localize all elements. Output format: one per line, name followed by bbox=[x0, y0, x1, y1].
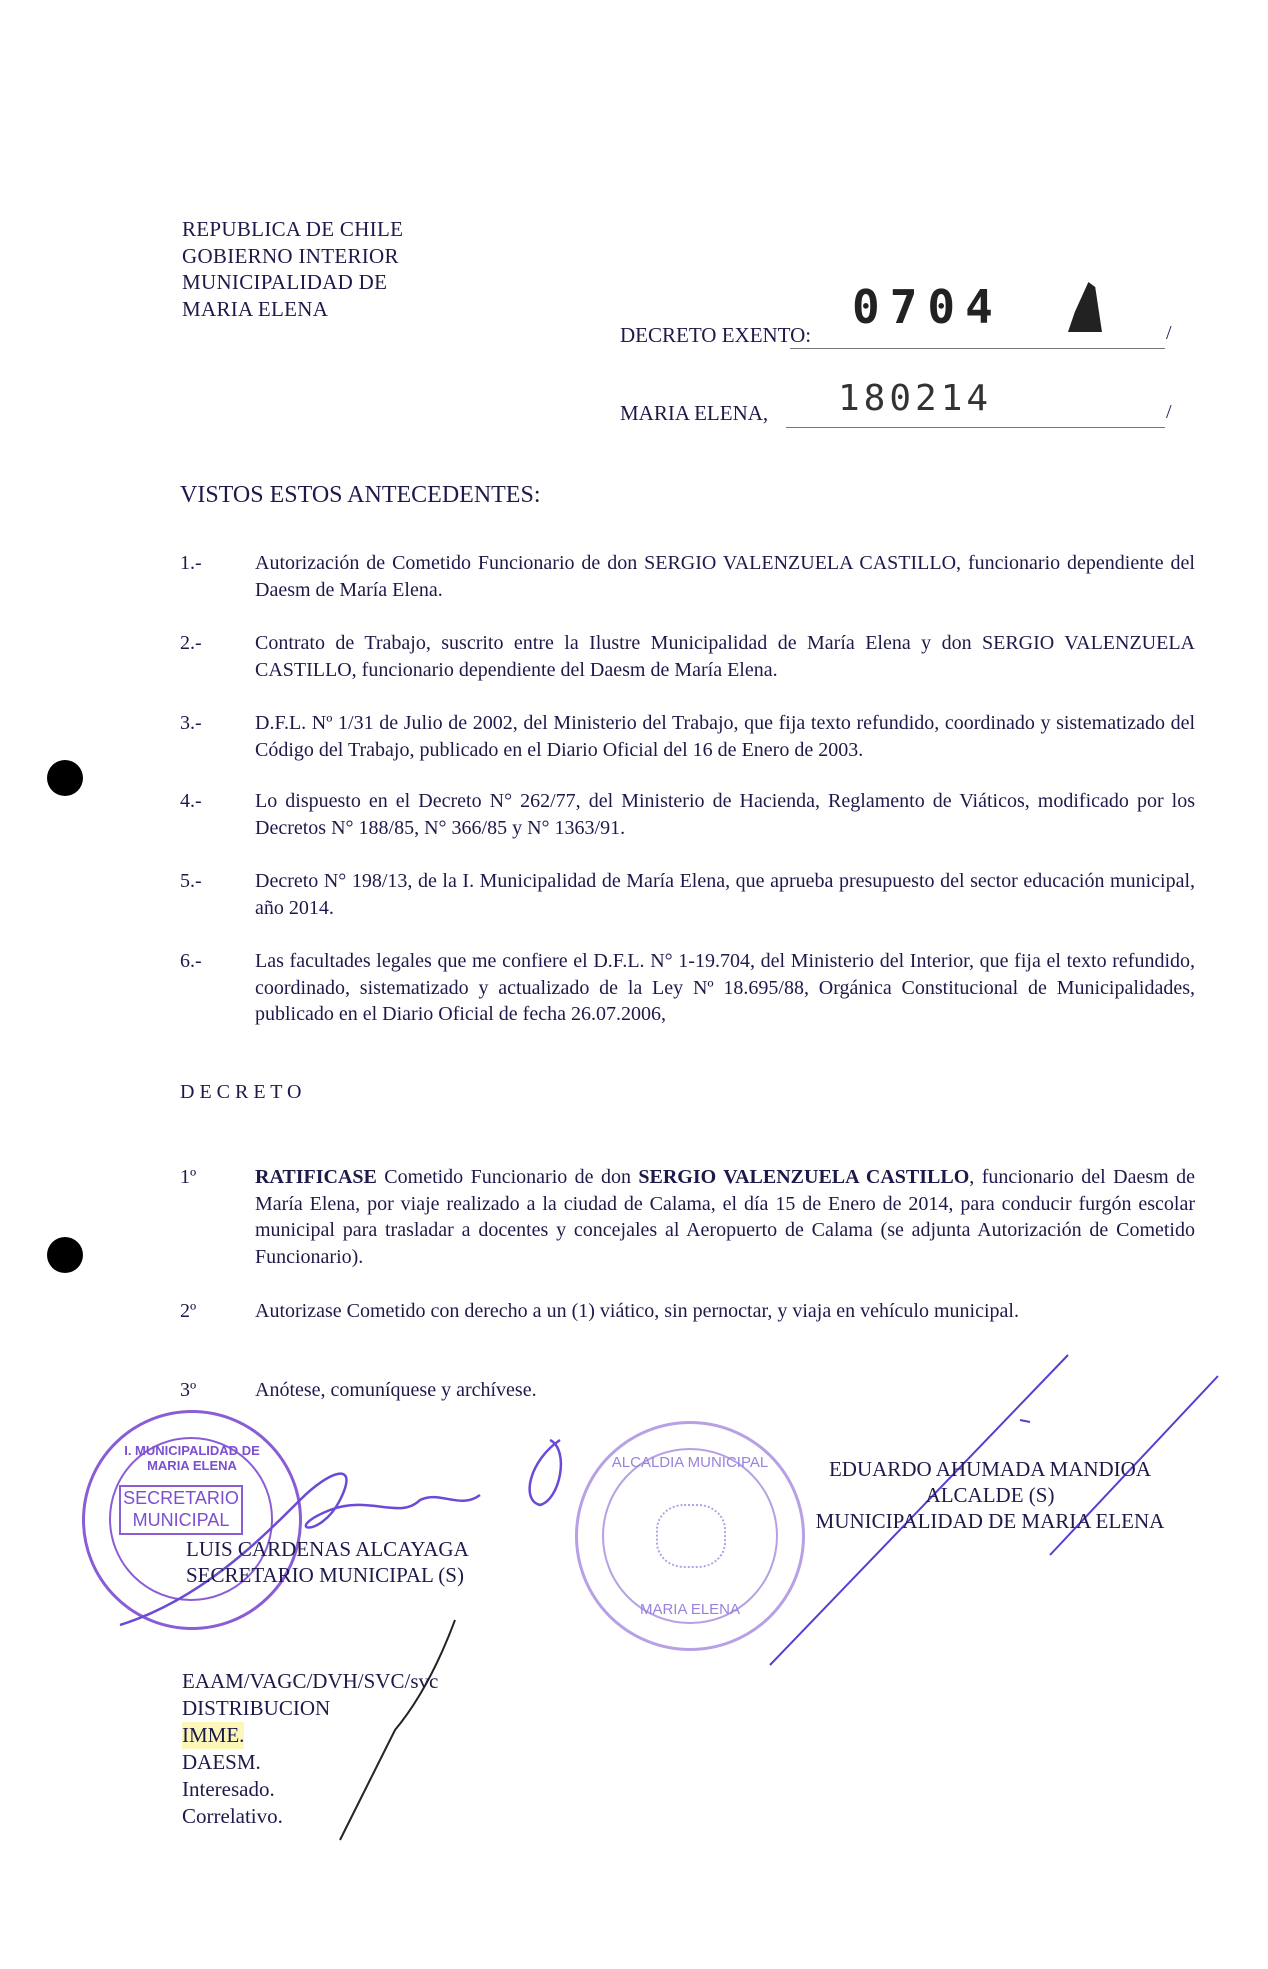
stamp-ring-text: ALCALDIA MUNICIPAL bbox=[611, 1454, 769, 1471]
item-text: Autorización de Cometido Funcionario de don SERGIO VALENZUELA CASTILLO, funcionario dependiente del Daesm de María Elena. bbox=[255, 552, 1195, 601]
item-text: Las facultades legales que me confiere el D.F.L. N° 1-19.704, del Ministerio del Interior, que fija el texto refundido, coordinado, sistematizado y actualizado de la Ley Nº 18.695/88, Orgánica Constitucional de Municipalidades, publicado en el Diario Oficial de fecha 26.07.2006, bbox=[255, 950, 1195, 1025]
signer-name: EDUARDO AHUMADA MANDIOA bbox=[828, 1457, 1151, 1481]
decree-number: 0704 bbox=[852, 280, 1003, 334]
item-number: 1º bbox=[180, 1166, 197, 1188]
slash: / bbox=[1166, 401, 1172, 423]
distribution-item: IMME. bbox=[182, 1723, 245, 1747]
distribution-item: Correlativo. bbox=[182, 1804, 283, 1828]
header-line: GOBIERNO INTERIOR bbox=[182, 243, 399, 268]
item-text: Decreto N° 198/13, de la I. Municipalidad de María Elena, que aprueba presupuesto del sector educación municipal, año 2014. bbox=[255, 870, 1195, 919]
mayor-signature-block bbox=[780, 1456, 1200, 1534]
item-number: 2º bbox=[180, 1300, 197, 1322]
item-number: 4.- bbox=[180, 790, 202, 812]
distribution-title: DISTRIBUCION bbox=[182, 1696, 331, 1720]
stamp-text: MUNICIPAL bbox=[132, 1510, 230, 1530]
item-number: 3º bbox=[180, 1379, 197, 1401]
item-number: 6.- bbox=[180, 950, 202, 972]
stamp-text: SECRETARIO bbox=[123, 1488, 239, 1508]
distribution-item: DAESM. bbox=[182, 1750, 261, 1774]
header-line: REPUBLICA DE CHILE bbox=[182, 217, 404, 241]
bold-text: SERGIO VALENZUELA CASTILLO bbox=[638, 1166, 970, 1188]
item-text: , funcionario del Daesm de María Elena, por viaje realizado a la ciudad de Calama, el día 15 de Enero de 2014, para conducir furgón escolar municipal para trasladar a docentes y concejales al Aeropuerto de Calama (se adjunta Autorización de Cometido Funcionario). bbox=[255, 1166, 1195, 1268]
item-number: 2.- bbox=[180, 632, 202, 654]
item-text: D.F.L. Nº 1/31 de Julio de 2002, del Ministerio del Trabajo, que fija texto refundido, coordinado y sistematizado del Código del Trabajo, publicado en el Diario Oficial del 16 de Enero de 2003. bbox=[255, 712, 1195, 761]
secretary-signature-block bbox=[186, 1536, 469, 1588]
item-number: 5.- bbox=[180, 870, 202, 892]
bold-text: RATIFICASE bbox=[255, 1166, 377, 1188]
decreto-title: D E C R E T O bbox=[180, 1081, 302, 1103]
place-label: MARIA ELENA, bbox=[620, 401, 769, 425]
header-line: MARIA ELENA bbox=[182, 296, 329, 321]
distribution-block bbox=[182, 1668, 438, 1830]
item-text: Anótese, comuníquese y archívese. bbox=[255, 1379, 537, 1401]
initials: EAAM/VAGC/DVH/SVC/svc bbox=[182, 1669, 439, 1693]
item-number: 3.- bbox=[180, 712, 202, 734]
slash: / bbox=[1166, 322, 1172, 344]
item-text: Autorizase Cometido con derecho a un (1) viático, sin pernoctar, y viaja en vehículo municipal. bbox=[255, 1300, 1019, 1322]
item-number: 1.- bbox=[180, 552, 202, 574]
vistos-title: VISTOS ESTOS ANTECEDENTES: bbox=[180, 482, 541, 508]
item-text: Cometido Funcionario de don bbox=[376, 1166, 639, 1188]
decree-label: DECRETO EXENTO: bbox=[620, 323, 812, 347]
header-line: MUNICIPALIDAD DE bbox=[182, 270, 388, 294]
decree-date: 180214 bbox=[838, 378, 993, 419]
signer-title: ALCALDE (S) bbox=[925, 1483, 1055, 1507]
item-text: Lo dispuesto en el Decreto N° 262/77, del Ministerio de Hacienda, Reglamento de Viáticos, modificado por los Decretos N° 188/85, N° 366/85 y N° 1363/91. bbox=[255, 790, 1195, 839]
signer-org: MUNICIPALIDAD DE MARIA ELENA bbox=[815, 1509, 1165, 1533]
distribution-item: Interesado. bbox=[182, 1777, 275, 1801]
stamp-ring-text: I. MUNICIPALIDAD DE MARIA ELENA bbox=[124, 1443, 260, 1473]
stamp-ring-text: MARIA ELENA bbox=[639, 1601, 741, 1618]
signer-title: SECRETARIO MUNICIPAL (S) bbox=[186, 1563, 464, 1587]
signer-name: LUIS CARDENAS ALCAYAGA bbox=[186, 1537, 469, 1561]
item-text: Contrato de Trabajo, suscrito entre la Ilustre Municipalidad de María Elena y don SERGIO VALENZUELA CASTILLO, funcionario dependiente del Daesm de María Elena. bbox=[255, 632, 1195, 681]
